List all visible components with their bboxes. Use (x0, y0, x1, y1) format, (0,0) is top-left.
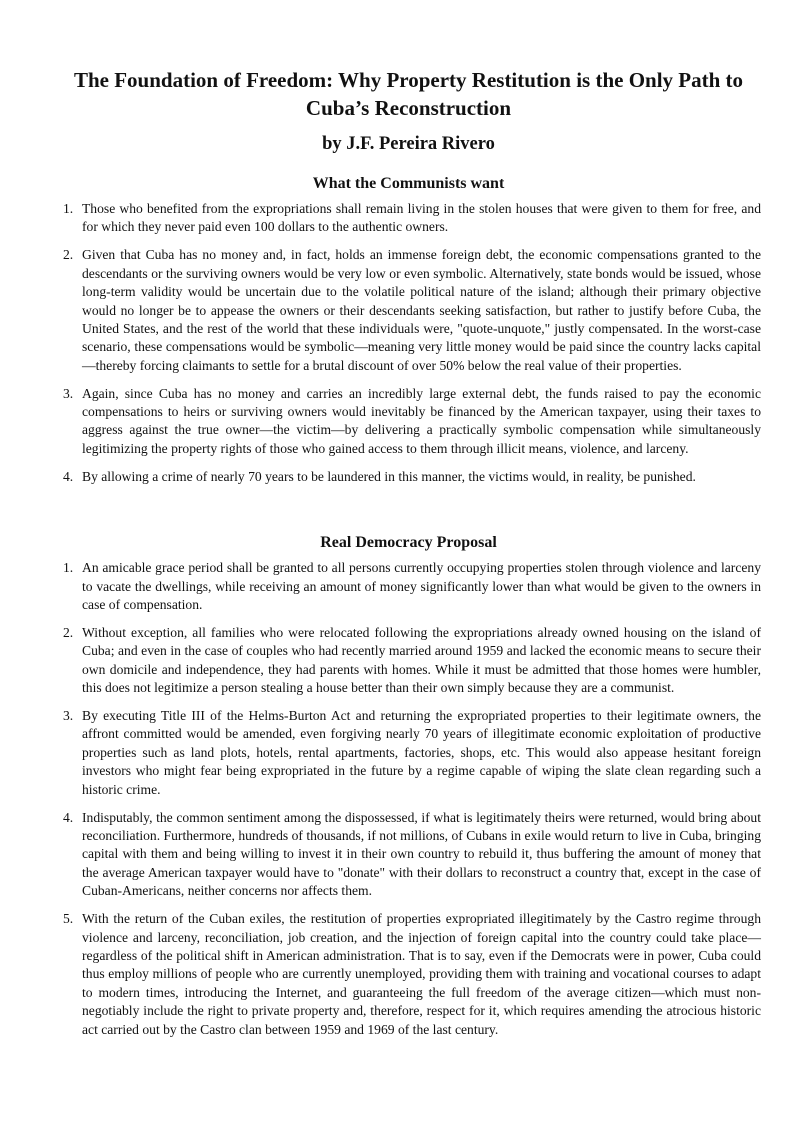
section-heading: What the Communists want (312, 175, 505, 192)
list-item-text: Given that Cuba has no money and, in fact, holds an immense foreign debt, the economic compensations granted to the descendants or the surviving owners would be very low or even symbolic. Alternatively, state bonds would be issued, whose long-term validity would be uncertain due to the volatile political nature of the island; although their primary objective would no longer be to appease the owners or their descendants seeking satisfaction, but rather to justify before Cuba, the United States, and the rest of the world that these individuals were, "quote-unquote," justly compensated. In the worst-case scenario, these compensations would be symbolic—meaning very little money would be paid since the country lacks capital—thereby forcing claimants to settle for a brutal discount of over 50% below the real value of their properties. (82, 247, 761, 373)
list-item-text: Without exception, all families who were relocated following the expropriations already owned housing on the island of Cuba; and even in the case of couples who had recently married around 1959 and lacked the economic means to secure their own domicile and independence, they had parents with homes. While it must be admitted that those homes were humbler, this does not legitimize a person stealing a house better than their own simply because they are a communist. (82, 624, 761, 696)
list-item (56, 246, 761, 375)
list-item (56, 385, 761, 459)
list-item (56, 707, 761, 799)
list-item (56, 200, 761, 237)
list-item (56, 468, 761, 486)
list-item-number: 1. (63, 560, 74, 576)
numbered-list (56, 200, 761, 486)
list-item-text: By executing Title III of the Helms-Burton Act and returning the expropriated properties to their legitimate owners, the affront committed would be amended, even forgiving nearly 70 years of illegitimate economic exploitation of productive properties such as land plots, hotels, rental apartments, factories, shops, etc. This would also appease hesitant foreign investors who might fear being expropriated in the future by a regime capable of wiping the slate clean regarding such a historic crime. (82, 708, 761, 797)
section-heading: Real Democracy Proposal (320, 534, 497, 552)
document-author: by J.F. Pereira Rivero (322, 134, 495, 154)
list-item-number: 4. (63, 809, 74, 825)
list-item-number: 1. (63, 201, 74, 216)
list-item-text: Indisputably, the common sentiment among the dispossessed, if what is legitimately theirs were returned, would bring about reconciliation. Furthermore, hundreds of thousands, if not millions, of Cubans in exile would return to live in Cuba, bringing capital with them and being willing to invest it in their own country to rebuild it, thus buffering the amount of money that the average American taxpayer would have to "donate" with their dollars to reconstruct a country that, except in the case of Cuban-Americans, neither concerns nor affects them. (82, 809, 761, 899)
list-item-number: 2. (63, 247, 74, 263)
list-item (56, 559, 761, 614)
list-item-text: Those who benefited from the expropriations shall remain living in the stolen houses that were given to them for free, and for which they never paid even 100 dollars to the authentic owners. (82, 201, 761, 235)
numbered-list (56, 559, 761, 1039)
list-item-text: Again, since Cuba has no money and carries an incredibly large external debt, the funds raised to pay the economic compensations to heirs or surviving owners would inevitably be financed by the American taxpayer, using their taxes to aggress against the true owner—the victim—by delivering a practically symbolic compensation while simultaneously legitimizing the property rights of those who gained access to them through illicit means, violence, and larceny. (82, 385, 761, 456)
list-item-number: 2. (63, 624, 74, 640)
document-title: The Foundation of Freedom: Why Property Restitution is the Only Path to Cuba’s Reconstruction (73, 68, 744, 120)
section-communists-want (56, 174, 761, 486)
list-item-text: With the return of the Cuban exiles, the restitution of properties expropriated illegitimately by the Castro regime through violence and larceny, reconciliation, job creation, and the injection of foreign capital into the country could take place—regardless of the political shift in American administration. That is to say, even if the Democrats were in power, Cuba could thus employ millions of people who are currently unemployed, providing them with training and vocational courses to adapt to modern times, introducing the Internet, and guaranteeing the full freedom of the average citizen—which must non-negotiably include the right to private property and, therefore, respect for it, which requires amending the atrocious historic act carried out by the Castro clan between 1959 and 1969 of the last century. (82, 911, 761, 1037)
list-item-text: An amicable grace period shall be granted to all persons currently occupying properties stolen through violence and larceny to vacate the dwellings, while receiving an amount of money significantly lower than what would be given to the owners in case of compensation. (82, 560, 761, 612)
document-page (56, 66, 761, 1048)
list-item-number: 4. (63, 468, 74, 484)
section-real-democracy-proposal (56, 533, 761, 1039)
list-item-number: 5. (63, 911, 74, 927)
list-item (56, 624, 761, 698)
list-item (56, 809, 761, 901)
list-item (56, 910, 761, 1039)
list-item-text: By allowing a crime of nearly 70 years to be laundered in this manner, the victims would, in reality, be punished. (82, 468, 696, 484)
list-item-number: 3. (63, 385, 74, 401)
list-item-number: 3. (63, 708, 74, 724)
